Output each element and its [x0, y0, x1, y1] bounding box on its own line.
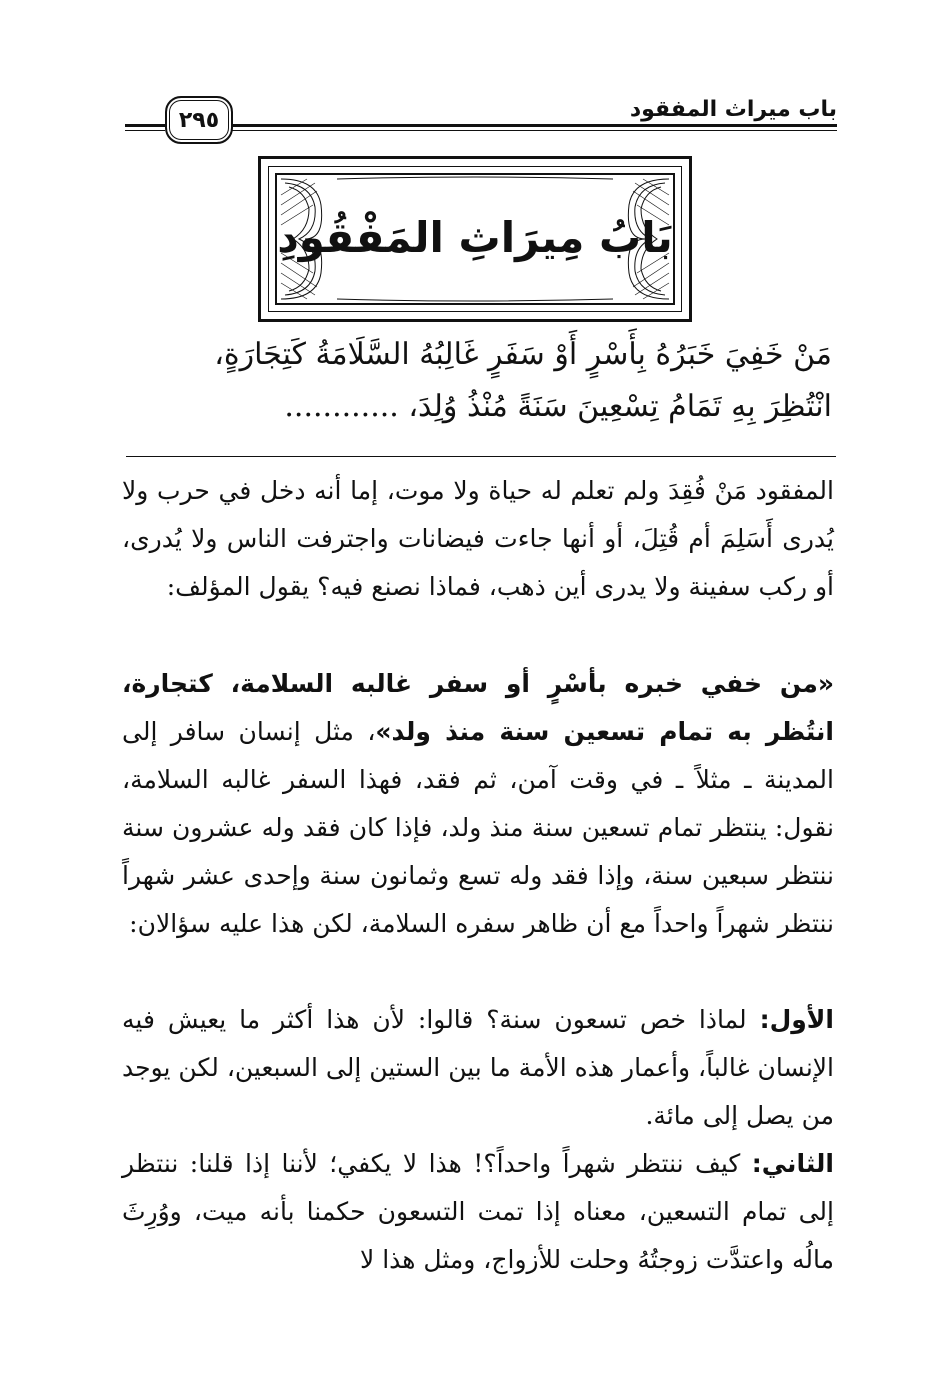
chapter-title: بَابُ مِيرَاثِ المَفْقُودِ [277, 213, 673, 262]
commentary-paragraph-4 [122, 1140, 834, 1284]
commentary-paragraph-2 [122, 660, 834, 948]
quoted-matn: «من خفي خبره بأسْرٍ أو سفر غالبه السلامة، كتجارة، انتُظر به تمام تسعين سنة منذ ولد» [122, 669, 834, 746]
point-label-first: الأول: [759, 1005, 834, 1034]
header-rule-left [125, 124, 165, 131]
commentary-paragraph-3 [122, 996, 834, 1140]
chapter-title-frame [258, 156, 692, 322]
page-number: ٢٩٥ [165, 96, 233, 144]
running-header [125, 96, 837, 140]
paragraph-text: كيف ننتظر شهراً واحداً؟! هذا لا يكفي؛ لأننا إذا قلنا: ننتظر إلى تمام التسعين، معناه إذا تمت التسعون حكمنا بأنه ميت، ووُرِثَ مالُه واعتدَّت زوجتُهُ وحلت للأزواج، ومثل هذا لا [122, 1149, 834, 1274]
point-label-second: الثاني: [751, 1149, 834, 1178]
header-rule [231, 124, 837, 131]
paragraph-text: ، مثل إنسان سافر إلى المدينة ـ مثلاً ـ في وقت آمن، ثم فقد، فهذا السفر غالبه السلامة، نقول: ينتظر تمام تسعين سنة منذ ولد، فإذا كان فقد وله عشرون سنة ننتظر سبعين سنة، وإذا فقد وله تسع وثمانون سنة وإحدى عشر شهراً ننتظر شهراً واحداً مع أن ظاهر سفره السلامة، لكن هذا عليه سؤالان: [122, 717, 834, 938]
paragraph-text: لماذا خص تسعون سنة؟ قالوا: لأن هذا أكثر ما يعيش فيه الإنسان غالباً، وأعمار هذه الأمة ما بين الستين إلى السبعين، لكن يوجد من يصل إلى مائة. [122, 1005, 834, 1130]
matn-line-2: انْتُظِرَ بِهِ تَمَامُ تِسْعِينَ سَنَةً مُنْذُ وُلِدَ، ............ [284, 389, 832, 424]
commentary-paragraph-1: المفقود مَنْ فُقِدَ ولم تعلم له حياة ولا موت، إما أنه دخل في حرب ولا يُدرى أَسَلِمَ أم قُتِلَ، أو أنها جاءت فيضانات واجترفت الناس ولا يُدرى، أو ركب سفينة ولا يدرى أين ذهب، فماذا نصنع فيه؟ يقول المؤلف: [122, 476, 834, 601]
matn-line-1: مَنْ خَفِيَ خَبَرُهُ بِأَسْرٍ أَوْ سَفَرٍ غَالِبُهُ السَّلَامَةُ كَتِجَارَةٍ، [214, 337, 832, 372]
running-title: باب ميراث المفقود [629, 97, 837, 122]
matn-divider [126, 456, 836, 457]
